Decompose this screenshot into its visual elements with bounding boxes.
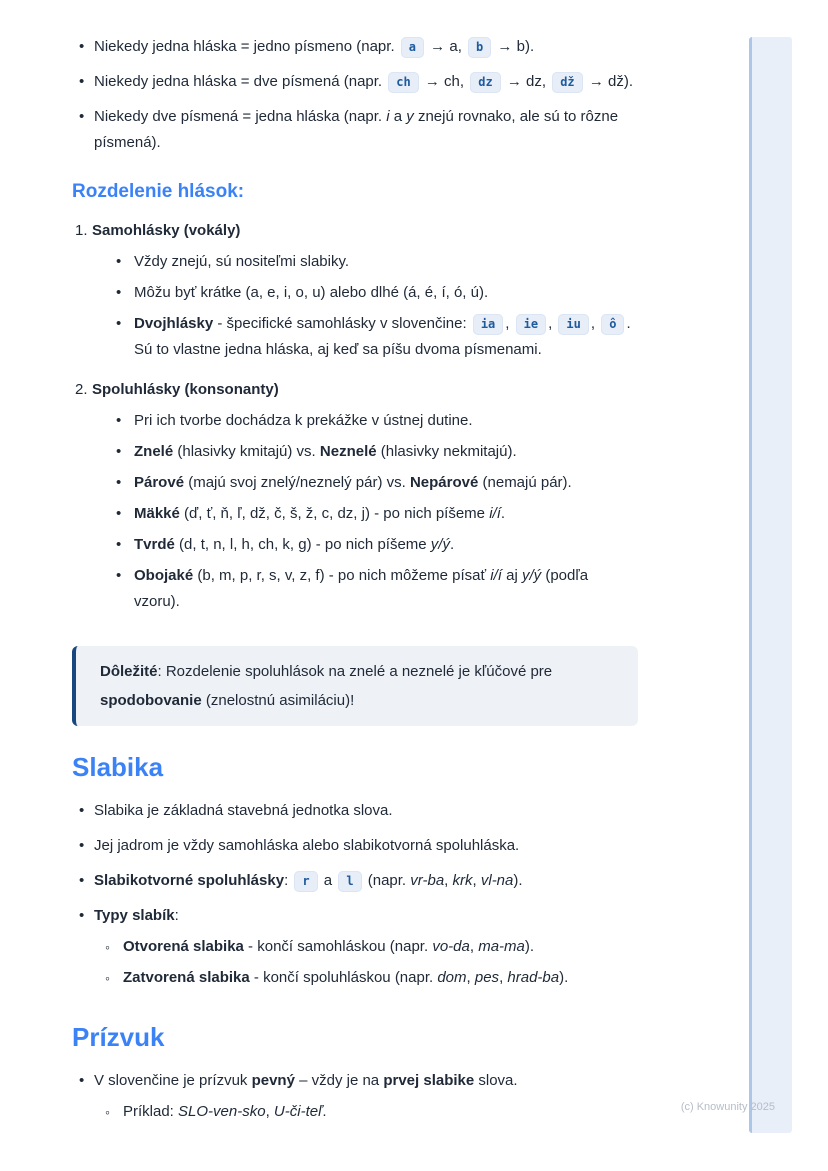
bold-text: Znelé: [134, 443, 174, 460]
list-item-text: [94, 833, 638, 859]
text-run: Môžu byť krátke (a, e, i, o, u) alebo dlhé (á, é, í, ó, ú).: [134, 284, 489, 301]
bullet-marker: •: [79, 108, 85, 125]
list-item: [116, 563, 638, 615]
italic-text: vo-da: [432, 938, 470, 955]
bold-text: Párové: [134, 474, 185, 491]
list-item: [72, 69, 638, 95]
number-marker: 1.: [75, 222, 88, 239]
text-run: V slovenčine je prízvuk: [94, 1072, 252, 1089]
text-run: (znelostnú asimiláciu)!: [201, 692, 355, 709]
list-item: [116, 311, 638, 363]
text-run: ,: [548, 315, 557, 332]
list-item: [116, 249, 638, 275]
text-run: (hlasivky kmitajú) vs.: [173, 443, 320, 460]
list-item: [72, 868, 638, 894]
list-item: [116, 280, 638, 306]
bullet-list: [72, 34, 638, 156]
sub-bullet-list: [94, 934, 638, 991]
bullet-marker: •: [116, 253, 122, 270]
circle-bullet-marker: ◦: [105, 1104, 110, 1120]
text-run: a: [389, 108, 407, 125]
text-run: ).: [559, 969, 569, 986]
list-item: [105, 1099, 638, 1125]
text-run: Vždy znejú, sú nositeľmi slabiky.: [134, 253, 350, 270]
bullet-list: [92, 249, 638, 363]
inline-code-chip: ch: [388, 72, 418, 93]
text-run: .: [449, 536, 455, 553]
list-item: [72, 218, 638, 368]
text-run: Pri ich tvorbe dochádza k prekážke v ústnej dutine.: [134, 412, 473, 429]
text-run: aj: [501, 567, 522, 584]
text-run: (b, m, p, r, s, v, z, f) - po nich môžeme písať: [193, 567, 491, 584]
list-item-text: [134, 280, 638, 306]
bullet-marker: •: [116, 443, 122, 460]
text-run: :: [284, 872, 293, 889]
text-run: slova.: [474, 1072, 518, 1089]
text-run: Niekedy jedna hláska = dve písmená (napr.: [94, 73, 387, 90]
italic-text: i/í: [490, 567, 502, 584]
italic-text: U-či-teľ: [273, 1103, 323, 1120]
text-run: ,: [590, 315, 600, 332]
callout-text: [100, 657, 614, 715]
inline-code-chip: b: [468, 37, 491, 58]
inline-code-chip: ô: [601, 314, 624, 335]
bullet-marker: •: [79, 907, 85, 924]
bold-text: Nepárové: [409, 474, 479, 491]
italic-text: krk: [452, 872, 473, 889]
text-run: – vždy je na: [294, 1072, 384, 1089]
list-item-text: [94, 798, 638, 824]
inline-code-chip: r: [294, 871, 317, 892]
text-run: Slabika je základná stavebná jednotka slova.: [94, 802, 393, 819]
list-item-text: [134, 439, 638, 465]
bold-text: Otvorená slabika: [123, 938, 244, 955]
text-run: - končí spoluhláskou (napr.: [249, 969, 438, 986]
list-item: [105, 965, 638, 991]
bullet-list: [92, 408, 638, 615]
bullet-list: [72, 1068, 638, 1130]
bullet-list: [72, 798, 638, 996]
number-marker: 2.: [75, 381, 88, 398]
list-item-text: [134, 563, 638, 615]
bullet-marker: •: [79, 837, 85, 854]
list-item-text: [134, 501, 638, 527]
callout-important: [72, 646, 638, 726]
list-item-text: [134, 311, 638, 363]
list-item: [116, 532, 638, 558]
inline-code-chip: ie: [516, 314, 546, 335]
list-item-text: [94, 69, 638, 95]
inline-code-chip: iu: [558, 314, 588, 335]
text-run: ,: [466, 969, 475, 986]
text-run: - špecifické samohlásky v slovenčine:: [213, 315, 471, 332]
text-run: (hlasivky nekmitajú).: [376, 443, 517, 460]
bullet-marker: •: [116, 567, 122, 584]
bullet-marker: •: [116, 315, 122, 332]
list-item-text: [92, 218, 638, 368]
list-item-text: [94, 868, 638, 894]
list-item: [72, 34, 638, 60]
bold-text: prvej slabike: [383, 1072, 475, 1089]
list-item: [72, 903, 638, 996]
list-item: [116, 439, 638, 465]
italic-text: SLO-ven-sko: [178, 1103, 266, 1120]
inline-code-chip: ia: [473, 314, 503, 335]
text-run: Niekedy dve písmená = jedna hláska (napr.: [94, 108, 387, 125]
list-item-text: [134, 249, 638, 275]
bold-text: spodobovanie: [100, 692, 202, 709]
text-run: (napr.: [363, 872, 411, 889]
bold-text: Slabikotvorné spoluhlásky: [94, 872, 285, 889]
text-run: .: [500, 505, 506, 522]
list-item-text: [92, 377, 638, 620]
numbered-list: [72, 218, 638, 620]
sub-bullet-list: [94, 1099, 638, 1125]
list-item: [72, 104, 638, 156]
text-run: a: [319, 872, 337, 889]
italic-text: y/ý: [430, 536, 450, 553]
list-item: [116, 408, 638, 434]
italic-text: ma-ma: [478, 938, 525, 955]
text-run: Príklad:: [123, 1103, 179, 1120]
text-run: ,: [499, 969, 508, 986]
text-run: (majú svoj znelý/neznelý pár) vs.: [184, 474, 410, 491]
text-run: ,: [505, 315, 514, 332]
text-run: ).: [524, 938, 535, 955]
text-run: ,: [444, 872, 453, 889]
inline-code-chip: dz: [470, 72, 500, 93]
circle-bullet-marker: ◦: [105, 939, 110, 955]
list-item-text: [134, 532, 638, 558]
inline-code-chip: l: [338, 871, 361, 892]
next-page-edge: [749, 37, 792, 1133]
text-run: :: [174, 907, 179, 924]
bold-text: Dôležité: [100, 663, 158, 680]
bold-text: Zatvorená slabika: [123, 969, 250, 986]
text-run: → dz,: [502, 73, 551, 90]
inline-code-chip: dž: [552, 72, 582, 93]
circle-bullet-marker: ◦: [105, 970, 110, 986]
list-item: [72, 377, 638, 620]
bullet-marker: •: [116, 474, 122, 491]
text-run: . Sú to vlastne jedna hláska, aj keď sa píšu dvoma písmenami.: [134, 315, 631, 358]
text-run: - končí samohláskou (napr.: [243, 938, 433, 955]
bullet-marker: •: [79, 1072, 85, 1089]
list-item-text: [94, 1068, 638, 1130]
bold-text: Neznelé: [319, 443, 377, 460]
italic-text: i: [386, 108, 390, 125]
italic-text: vl-na: [480, 872, 514, 889]
text-run: → ch,: [420, 73, 469, 90]
list-item: [72, 798, 638, 824]
italic-text: y/ý: [521, 567, 542, 584]
list-item: [72, 833, 638, 859]
list-item: [116, 501, 638, 527]
list-item-text: [123, 934, 638, 960]
section-heading: Prízvuk: [72, 1022, 165, 1052]
list-item-text: [94, 903, 638, 996]
list-item-text: [134, 470, 638, 496]
italic-text: hrad-ba: [507, 969, 560, 986]
text-run: (ď, ť, ň, ľ, dž, č, š, ž, c, dz, j) - po nich píšeme: [179, 505, 490, 522]
list-item: [116, 470, 638, 496]
list-item: [105, 934, 638, 960]
text-run: ,: [469, 938, 479, 955]
bullet-marker: •: [116, 536, 122, 553]
document-content: [72, 34, 638, 1130]
italic-text: dom: [437, 969, 467, 986]
italic-text: vr-ba: [410, 872, 445, 889]
text-run: → a,: [426, 38, 467, 55]
watermark-copyright: (c) Knowunity 2025: [680, 1101, 775, 1113]
bold-text: Tvrdé: [134, 536, 175, 553]
text-run: → b).: [493, 38, 535, 55]
bold-text: pevný: [251, 1072, 295, 1089]
inline-code-chip: a: [401, 37, 424, 58]
bullet-marker: •: [79, 802, 85, 819]
bullet-marker: •: [79, 872, 85, 889]
list-item-text: [94, 104, 638, 156]
bullet-marker: •: [116, 412, 122, 429]
text-run: .: [322, 1103, 327, 1120]
list-item-text: [94, 34, 638, 60]
italic-text: pes: [474, 969, 500, 986]
text-run: (d, t, n, l, h, ch, k, g) - po nich píšeme: [174, 536, 431, 553]
text-run: → dž).: [584, 73, 633, 90]
bold-text: Samohlásky (vokály): [92, 222, 241, 239]
text-run: ,: [265, 1103, 274, 1120]
bold-text: Spoluhlásky (konsonanty): [92, 381, 279, 398]
subsection-heading: Rozdelenie hlások:: [72, 181, 245, 202]
text-run: Jej jadrom je vždy samohláska alebo slabikotvorná spoluhláska.: [94, 837, 520, 854]
text-run: (podľa vzoru).: [134, 567, 589, 610]
text-run: Niekedy jedna hláska = jedno písmeno (napr.: [94, 38, 399, 55]
list-item-text: [134, 408, 638, 434]
list-item-text: [123, 1099, 638, 1125]
bold-text: Mäkké: [134, 505, 180, 522]
text-run: ,: [472, 872, 481, 889]
bold-text: Obojaké: [134, 567, 194, 584]
list-item-text: [123, 965, 638, 991]
list-item: [72, 1068, 638, 1130]
text-run: znejú rovnako, ale sú to rôzne písmená).: [94, 108, 619, 151]
bullet-marker: •: [116, 505, 122, 522]
section-heading: Slabika: [72, 752, 164, 782]
bullet-marker: •: [79, 73, 85, 90]
bullet-marker: •: [79, 38, 85, 55]
italic-text: i/í: [489, 505, 501, 522]
bold-text: Typy slabík: [94, 907, 175, 924]
text-run: (nemajú pár).: [478, 474, 572, 491]
bold-text: Dvojhlásky: [134, 315, 214, 332]
text-run: ).: [513, 872, 523, 889]
text-run: : Rozdelenie spoluhlások na znelé a neznelé je kľúčové pre: [157, 663, 553, 680]
italic-text: y: [406, 108, 414, 125]
bullet-marker: •: [116, 284, 122, 301]
